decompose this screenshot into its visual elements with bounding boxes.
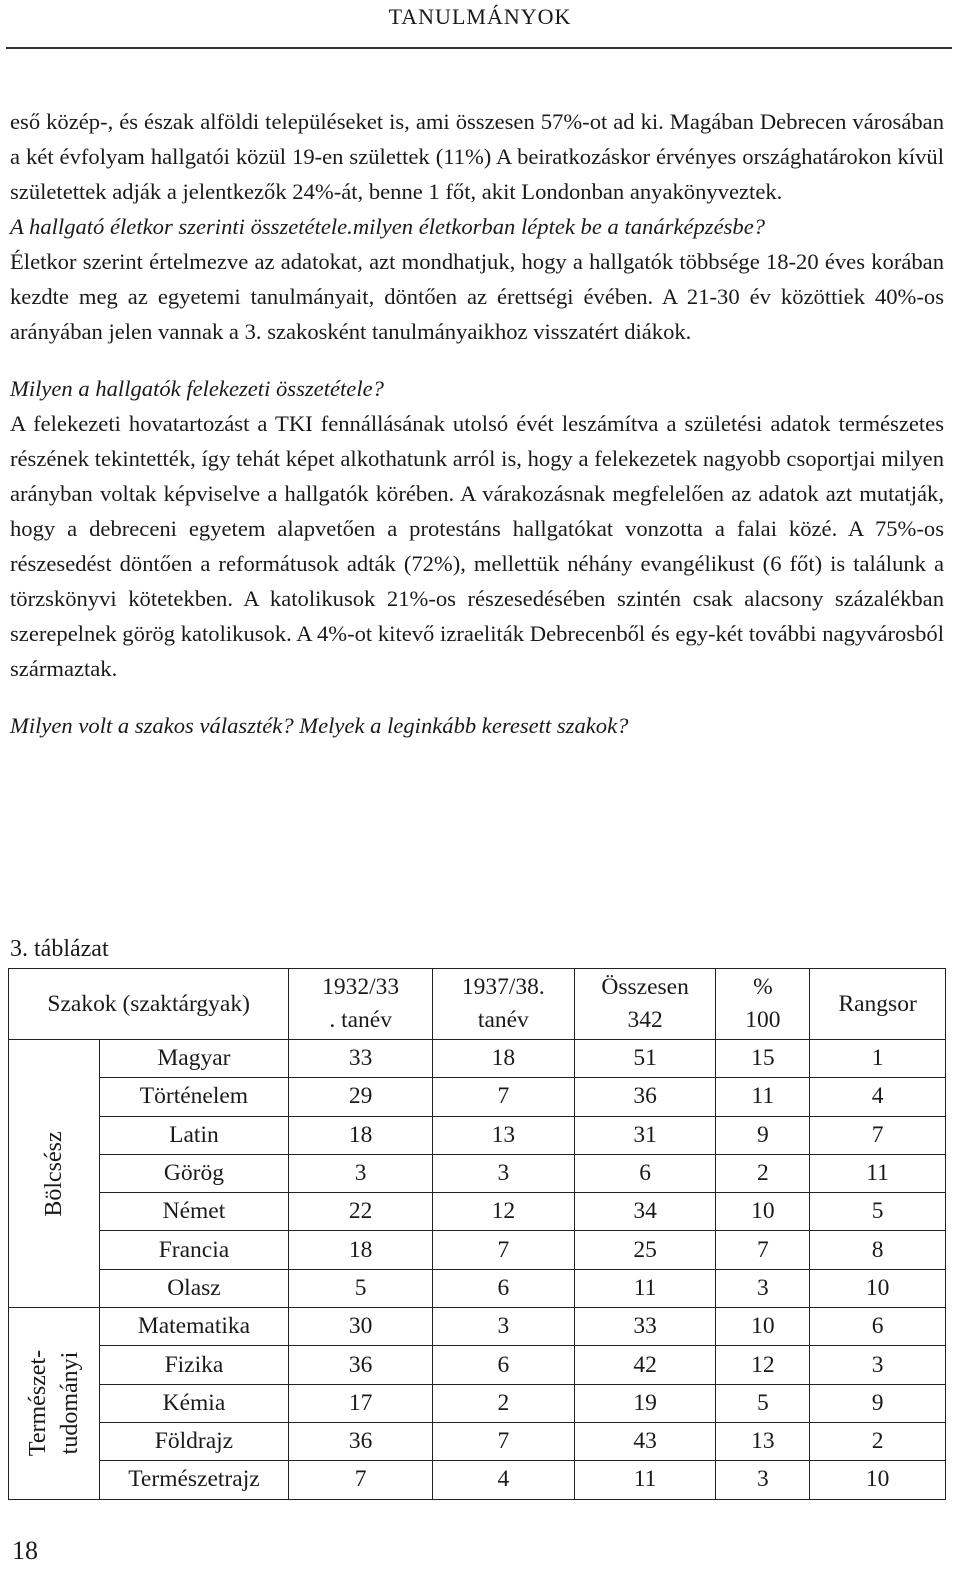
paragraph-gap bbox=[10, 349, 944, 371]
header-year-1937 bbox=[433, 969, 575, 1040]
cell-subject: Kémia bbox=[99, 1384, 289, 1422]
cell-y2: 4 bbox=[433, 1461, 575, 1499]
cell-subject: Latin bbox=[99, 1116, 289, 1154]
paragraph: Életkor szerint értelmezve az adatokat, azt mondhatjuk, hogy a hallgatók többsége 18-20 éves korában kezdte meg az egyetemi tanulmányait, döntően az érettségi évében. A 21-30 év közöttiek 40%-os arányában jelen vannak a 3. szakosként tanulmányaikhoz visszatért diákok. bbox=[10, 249, 944, 344]
table-row bbox=[9, 1384, 946, 1422]
cell-subject: Természetrajz bbox=[99, 1461, 289, 1499]
cell-total: 51 bbox=[574, 1040, 716, 1078]
cell-pct: 5 bbox=[716, 1384, 810, 1422]
cell-y2: 3 bbox=[433, 1154, 575, 1192]
section-question: A hallgató életkor szerinti összetétele.milyen életkorban léptek be a tanárképzésbe? bbox=[10, 214, 766, 239]
header-year-1932-line2: . tanév bbox=[329, 1007, 392, 1033]
body-text bbox=[10, 104, 944, 743]
cell-y1: 3 bbox=[289, 1154, 433, 1192]
cell-rank: 5 bbox=[810, 1193, 946, 1231]
cell-pct: 3 bbox=[716, 1461, 810, 1499]
cell-subject: Olasz bbox=[99, 1269, 289, 1307]
header-percent-line1: % bbox=[753, 974, 773, 1000]
cell-y1: 5 bbox=[289, 1269, 433, 1307]
cell-total: 19 bbox=[574, 1384, 716, 1422]
cell-pct: 2 bbox=[716, 1154, 810, 1192]
page-number: 18 bbox=[12, 1536, 38, 1565]
group-label-line: tudományi bbox=[56, 1351, 83, 1455]
cell-total: 6 bbox=[574, 1154, 716, 1192]
section-question: Milyen a hallgatók felekezeti összetétele? bbox=[10, 376, 384, 401]
cell-rank: 1 bbox=[810, 1040, 946, 1078]
header-total-line1: Összesen bbox=[601, 974, 689, 1000]
header-year-1932-line1: 1932/33 bbox=[322, 974, 400, 1000]
cell-y2: 6 bbox=[433, 1346, 575, 1384]
header-total-line2: 342 bbox=[627, 1007, 663, 1033]
cell-y1: 33 bbox=[289, 1040, 433, 1078]
cell-subject: Matematika bbox=[99, 1308, 289, 1346]
cell-rank: 2 bbox=[810, 1422, 946, 1460]
header-year-1937-line1: 1937/38. bbox=[461, 974, 545, 1000]
running-header: TANULMÁNYOK bbox=[388, 4, 572, 29]
cell-y1: 7 bbox=[289, 1461, 433, 1499]
group-label-line: Természet- bbox=[24, 1350, 51, 1457]
cell-total: 42 bbox=[574, 1346, 716, 1384]
cell-subject: Történelem bbox=[99, 1078, 289, 1116]
table-row bbox=[9, 1422, 946, 1460]
cell-y2: 12 bbox=[433, 1193, 575, 1231]
cell-rank: 10 bbox=[810, 1461, 946, 1499]
cell-y2: 2 bbox=[433, 1384, 575, 1422]
paragraph: eső közép-, és észak alföldi településeket is, ami összesen 57%-ot ad ki. Magában Debrecen városában a két évfolyam hallgatói közül 19-en születtek (11%) A beiratkozáskor érvényes országhatárokon kívül születettek adják a jelentkezők 24%-át, benne 1 főt, akit Londonban anyakönyveztek. bbox=[10, 109, 944, 204]
cell-rank: 10 bbox=[810, 1269, 946, 1307]
cell-rank: 6 bbox=[810, 1308, 946, 1346]
table-row bbox=[9, 1040, 946, 1078]
cell-total: 25 bbox=[574, 1231, 716, 1269]
cell-y1: 30 bbox=[289, 1308, 433, 1346]
cell-subject: Magyar bbox=[99, 1040, 289, 1078]
header-percent bbox=[716, 969, 810, 1040]
cell-subject: Görög bbox=[99, 1154, 289, 1192]
cell-pct: 9 bbox=[716, 1116, 810, 1154]
cell-pct: 11 bbox=[716, 1078, 810, 1116]
cell-y1: 36 bbox=[289, 1346, 433, 1384]
cell-subject: Német bbox=[99, 1193, 289, 1231]
header-percent-line2: 100 bbox=[745, 1007, 781, 1033]
table-row bbox=[9, 1308, 946, 1346]
cell-rank: 8 bbox=[810, 1231, 946, 1269]
table-caption: 3. táblázat bbox=[10, 936, 109, 962]
cell-y2: 13 bbox=[433, 1116, 575, 1154]
cell-pct: 3 bbox=[716, 1269, 810, 1307]
cell-y2: 7 bbox=[433, 1231, 575, 1269]
paragraph-gap bbox=[10, 686, 944, 708]
cell-total: 33 bbox=[574, 1308, 716, 1346]
header-total bbox=[574, 969, 716, 1040]
majors-table bbox=[8, 968, 946, 1500]
cell-rank: 7 bbox=[810, 1116, 946, 1154]
group-label-cell bbox=[9, 1308, 100, 1499]
table-row bbox=[9, 1078, 946, 1116]
group-label bbox=[22, 1350, 86, 1456]
cell-pct: 13 bbox=[716, 1422, 810, 1460]
cell-total: 31 bbox=[574, 1116, 716, 1154]
cell-y1: 18 bbox=[289, 1116, 433, 1154]
header-rank: Rangsor bbox=[810, 969, 946, 1040]
cell-y1: 22 bbox=[289, 1193, 433, 1231]
cell-y1: 36 bbox=[289, 1422, 433, 1460]
cell-y2: 7 bbox=[433, 1422, 575, 1460]
cell-pct: 10 bbox=[716, 1308, 810, 1346]
cell-total: 36 bbox=[574, 1078, 716, 1116]
group-label-cell bbox=[9, 1040, 100, 1308]
cell-subject: Földrajz bbox=[99, 1422, 289, 1460]
cell-pct: 10 bbox=[716, 1193, 810, 1231]
table-header-row bbox=[9, 969, 946, 1040]
table-row bbox=[9, 1116, 946, 1154]
table-row bbox=[9, 1461, 946, 1499]
cell-y2: 7 bbox=[433, 1078, 575, 1116]
header-year-1932 bbox=[289, 969, 433, 1040]
cell-y1: 17 bbox=[289, 1384, 433, 1422]
group-label-line: Bölcsész bbox=[40, 1130, 67, 1217]
cell-subject: Francia bbox=[99, 1231, 289, 1269]
cell-rank: 9 bbox=[810, 1384, 946, 1422]
cell-y2: 6 bbox=[433, 1269, 575, 1307]
cell-pct: 12 bbox=[716, 1346, 810, 1384]
cell-total: 34 bbox=[574, 1193, 716, 1231]
section-question: Milyen volt a szakos választék? Melyek a leginkább keresett szakok? bbox=[10, 713, 629, 738]
cell-y1: 29 bbox=[289, 1078, 433, 1116]
cell-y2: 18 bbox=[433, 1040, 575, 1078]
cell-subject: Fizika bbox=[99, 1346, 289, 1384]
table-row bbox=[9, 1154, 946, 1192]
cell-rank: 4 bbox=[810, 1078, 946, 1116]
group-label bbox=[38, 1131, 70, 1216]
cell-pct: 7 bbox=[716, 1231, 810, 1269]
cell-rank: 11 bbox=[810, 1154, 946, 1192]
header-year-1937-line2: tanév bbox=[477, 1007, 529, 1033]
cell-total: 43 bbox=[574, 1422, 716, 1460]
table-row bbox=[9, 1269, 946, 1307]
cell-y1: 18 bbox=[289, 1231, 433, 1269]
cell-y2: 3 bbox=[433, 1308, 575, 1346]
table-row bbox=[9, 1346, 946, 1384]
cell-rank: 3 bbox=[810, 1346, 946, 1384]
cell-total: 11 bbox=[574, 1461, 716, 1499]
header-rule bbox=[6, 47, 952, 49]
header-subject: Szakok (szaktárgyak) bbox=[9, 969, 289, 1040]
cell-total: 11 bbox=[574, 1269, 716, 1307]
table-row bbox=[9, 1193, 946, 1231]
cell-pct: 15 bbox=[716, 1040, 810, 1078]
table-row bbox=[9, 1231, 946, 1269]
paragraph: A felekezeti hovatartozást a TKI fennállásának utolsó évét leszámítva a születési adatok természetes részének tekintették, így tehát képet alkothatunk arról is, hogy a felekezetek nagyobb csoportjai milyen arányban voltak képviselve a hallgatók körében. A várakozásnak megfelelően az adatok azt mutatják, hogy a debreceni egyetem alapvetően a protestáns hallgatókat vonzotta a falai közé. A 75%-os részesedést döntően a reformátusok adták (72%), mellettük néhány evangélikust (6 főt) is találunk a törzskönyvi kötetekben. A katolikusok 21%-os részesedésében szintén csak alacsony százalékban szerepelnek görög katolikusok. A 4%-ot kitevő izraeliták Debrecenből és egy-két további nagyvárosból származtak. bbox=[10, 411, 944, 681]
